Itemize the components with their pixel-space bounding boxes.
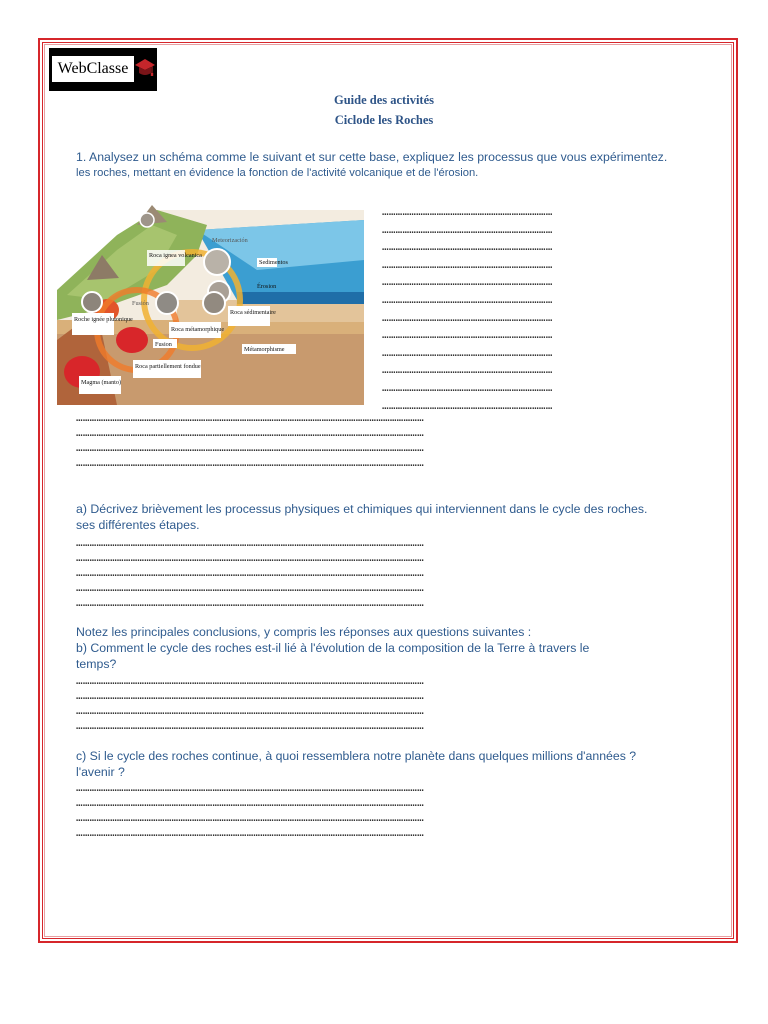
label-metamorphisme: Métamorphisme: [244, 346, 285, 353]
answer-lines-beside-diagram[interactable]: ………………………………………………………………… ………………………………………………………………… ………………………………………………………………… ………………………………………………………………… ………………………………………………………………… ………………………………………………………………… ………………………………………………………………… ………………………………………………………………… ………………………………………………………………… ………………………………………………………………… ………………………………………………………………… …………………………………………………………………: [382, 205, 553, 412]
answer-lines-q1[interactable]: ……………………………………………………………………………………………………………………………………… ……………………………………………………………………………………………………………………………………… ……………………………………………………………………………………………………………………………………… ………………………………………………………………………………………………………………………………………: [76, 411, 424, 469]
label-roca-partiellement-fondue: Roca partiellement fondue: [135, 363, 201, 370]
question-1-line2: les roches, mettant en évidence la fonction de l'activité volcanique et de l'érosion.: [76, 167, 479, 179]
question-b-line1: b) Comment le cycle des roches est-il lié à l'évolution de la composition de la Terre à travers le: [76, 641, 590, 655]
label-meteorization: Meteorización: [212, 237, 248, 244]
page-title-line1: Guide des activités: [334, 93, 434, 107]
question-1-line1: 1. Analysez un schéma comme le suivant et sur cette base, expliquez les processus que vous expérimentez.: [76, 150, 668, 164]
label-magma: Magma (manto): [81, 379, 122, 386]
label-fusion: Fusion: [155, 341, 172, 348]
webclasse-logo: [49, 48, 157, 91]
answer-lines-qb[interactable]: ……………………………………………………………………………………………………………………………………… ……………………………………………………………………………………………………………………………………… ……………………………………………………………………………………………………………………………………… ………………………………………………………………………………………………………………………………………: [76, 674, 424, 732]
label-erosion: Érosion: [257, 283, 277, 290]
graduation-cap-icon: [135, 56, 155, 82]
label-roca-sedimentaria: Roca sédimentaire: [230, 309, 276, 316]
label-fusion-top: Fusión: [132, 300, 149, 307]
question-a-line1: a) Décrivez brièvement les processus physiques et chimiques qui interviennent dans le cycle des roches.: [76, 502, 648, 516]
logo-text: WebClasse: [57, 60, 129, 77]
answer-lines-qa[interactable]: ……………………………………………………………………………………………………………………………………… ……………………………………………………………………………………………………………………………………… ……………………………………………………………………………………………………………………………………… ……………………………………………………………………………………………………………………………………… ………………………………………………………………………………………………………………………………………: [76, 536, 424, 609]
question-c-line1: c) Si le cycle des roches continue, à quoi ressemblera notre planète dans quelques millions d'années ?: [76, 749, 637, 763]
label-sediments: Sedimentos: [259, 259, 288, 266]
label-roca-metamorphique: Roca métamorphique: [171, 326, 225, 333]
page-title-line2: Ciclode les Roches: [334, 113, 434, 127]
question-a-line2: ses différentes étapes.: [76, 518, 200, 532]
rock-cycle-diagram: [57, 200, 364, 405]
label-roca-ignea-volcanica: Roca ignea volcanica: [149, 252, 202, 259]
question-b-line2: temps?: [76, 657, 117, 671]
logo-text-box: [52, 56, 134, 82]
notes-instruction: Notez les principales conclusions, y compris les réponses aux questions suivantes :: [76, 625, 532, 639]
question-c-line2: l'avenir ?: [76, 765, 125, 779]
answer-lines-qc[interactable]: ……………………………………………………………………………………………………………………………………… ……………………………………………………………………………………………………………………………………… ……………………………………………………………………………………………………………………………………… ………………………………………………………………………………………………………………………………………: [76, 781, 424, 839]
label-roche-ignee-plutonique: Roche ignée plutonique: [74, 316, 133, 323]
